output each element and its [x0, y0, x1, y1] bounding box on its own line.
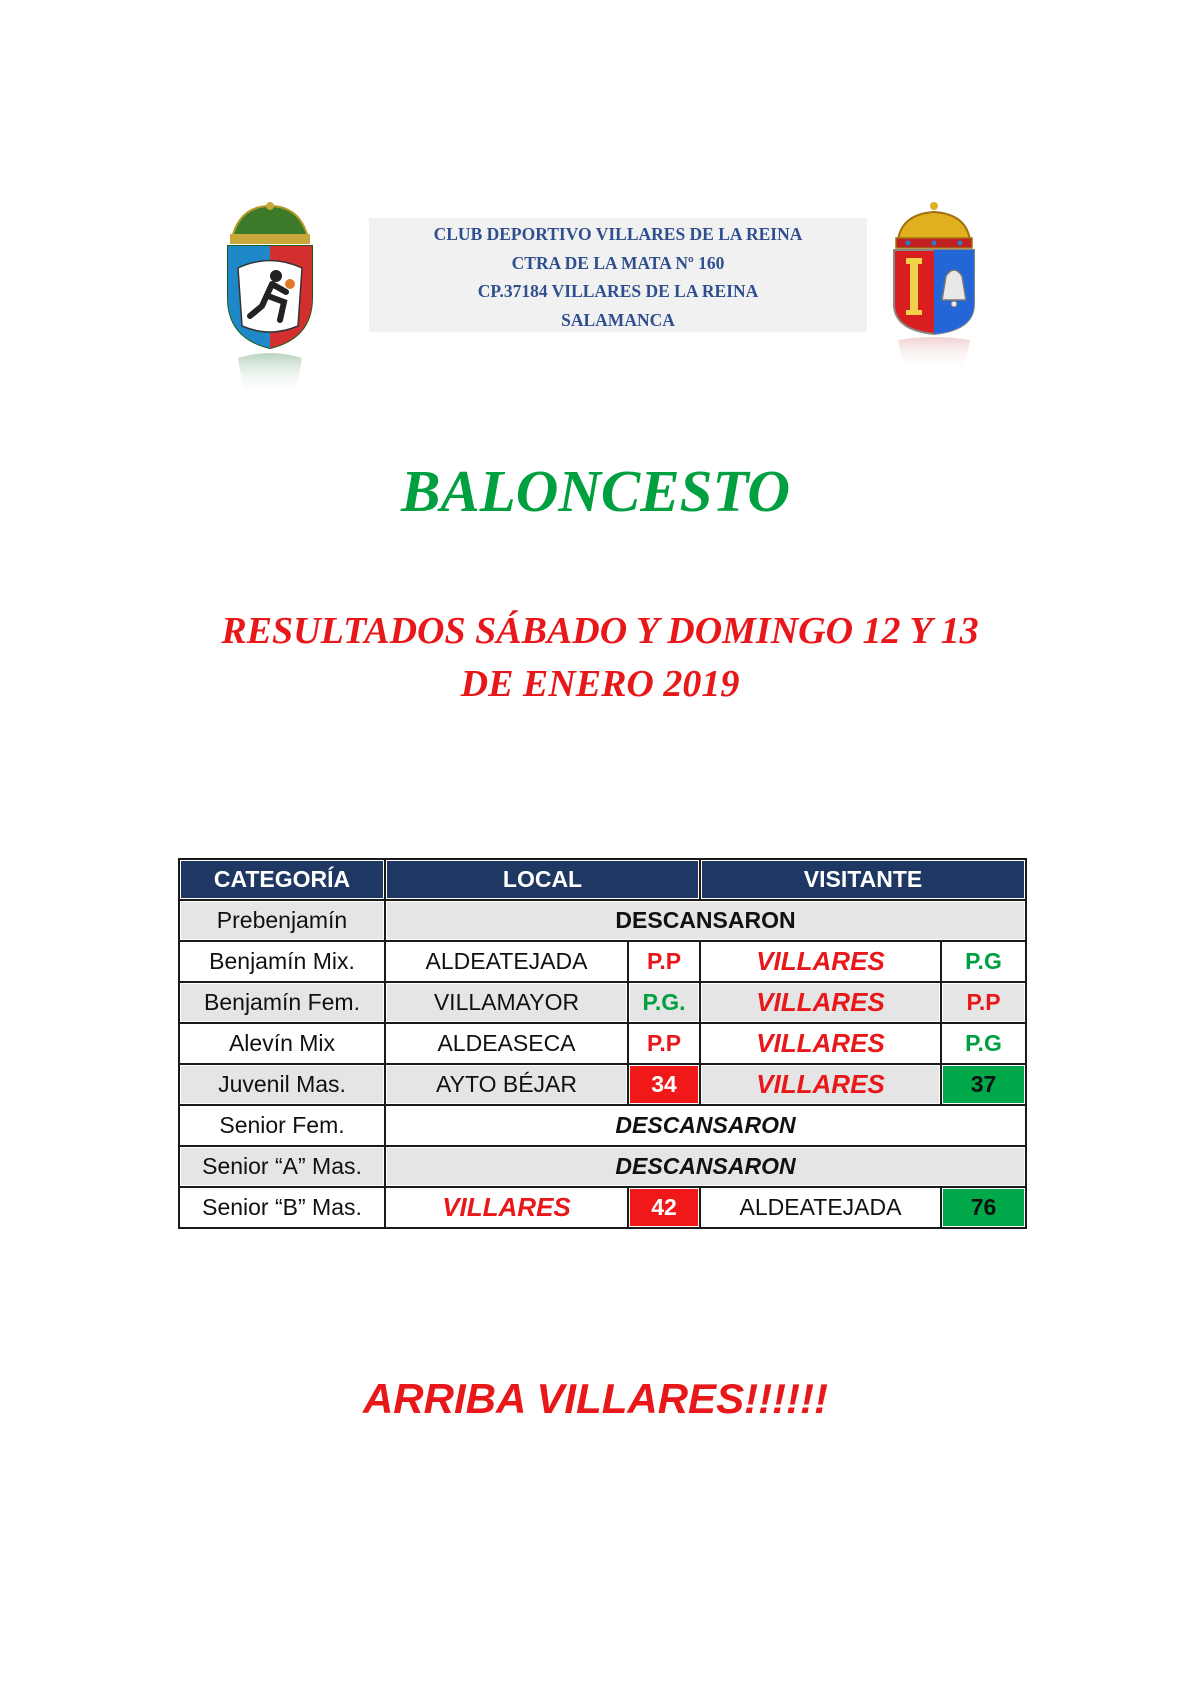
club-province-line: SALAMANCA — [561, 309, 675, 330]
club-crest-logo — [210, 198, 330, 398]
results-subtitle — [160, 605, 1040, 711]
club-address-line: CTRA DE LA MATA Nº 160 — [511, 252, 725, 273]
local-team-cell: ALDEATEJADA — [385, 941, 628, 982]
local-team-cell: VILLAMAYOR — [385, 982, 628, 1023]
local-team-cell: VILLARES — [385, 1187, 628, 1228]
rest-note-cell: DESCANSARON — [385, 1146, 1026, 1187]
table-header-row — [179, 859, 1026, 900]
table-row — [179, 1105, 1026, 1146]
category-cell: Benjamín Fem. — [179, 982, 385, 1023]
table-row — [179, 1187, 1026, 1228]
category-cell: Benjamín Mix. — [179, 941, 385, 982]
category-cell: Senior “A” Mas. — [179, 1146, 385, 1187]
rest-note-cell: DESCANSARON — [385, 1105, 1026, 1146]
visitor-result-cell: P.P — [941, 982, 1026, 1023]
visitor-result-cell: P.G — [941, 941, 1026, 982]
table-row — [179, 982, 1026, 1023]
table-row — [179, 1146, 1026, 1187]
category-cell: Juvenil Mas. — [179, 1064, 385, 1105]
visitor-team-cell: ALDEATEJADA — [700, 1187, 941, 1228]
header-category: CATEGORÍA — [179, 859, 385, 900]
visitor-team-cell: VILLARES — [700, 1064, 941, 1105]
page-title: BALONCESTO — [400, 458, 791, 524]
table-row — [179, 1023, 1026, 1064]
visitor-score-cell: 37 — [941, 1064, 1026, 1105]
table-row — [179, 1064, 1026, 1105]
local-result-cell: P.G. — [628, 982, 700, 1023]
club-postal-line: CP.37184 VILLARES DE LA REINA — [477, 281, 759, 301]
local-team-cell: AYTO BÉJAR — [385, 1064, 628, 1105]
local-score-cell: 42 — [628, 1187, 700, 1228]
category-cell: Senior “B” Mas. — [179, 1187, 385, 1228]
visitor-result-cell: P.G — [941, 1023, 1026, 1064]
local-result-cell: P.P — [628, 1023, 700, 1064]
subtitle-line-2: DE ENERO 2019 — [460, 663, 740, 705]
local-team-cell: ALDEASECA — [385, 1023, 628, 1064]
category-cell: Senior Fem. — [179, 1105, 385, 1146]
category-cell: Prebenjamín — [179, 900, 385, 941]
visitor-team-cell: VILLARES — [700, 1023, 941, 1064]
club-address-box — [369, 218, 867, 332]
subtitle-line-1: RESULTADOS SÁBADO Y DOMINGO 12 Y 13 — [221, 610, 979, 652]
table-row — [179, 941, 1026, 982]
club-name-line: CLUB DEPORTIVO VILLARES DE LA REINA — [433, 224, 803, 244]
visitor-score-cell: 76 — [941, 1187, 1026, 1228]
table-row — [179, 900, 1026, 941]
header-local: LOCAL — [385, 859, 700, 900]
footer-slogan: ARRIBA VILLARES!!!!!! — [362, 1375, 829, 1422]
rest-note-cell: DESCANSARON — [385, 900, 1026, 941]
header-visitor: VISITANTE — [700, 859, 1026, 900]
local-score-cell: 34 — [628, 1064, 700, 1105]
results-table — [178, 858, 1027, 1229]
category-cell: Alevín Mix — [179, 1023, 385, 1064]
local-result-cell: P.P — [628, 941, 700, 982]
visitor-team-cell: VILLARES — [700, 941, 941, 982]
visitor-team-cell: VILLARES — [700, 982, 941, 1023]
municipal-coat-of-arms-logo — [888, 200, 980, 372]
